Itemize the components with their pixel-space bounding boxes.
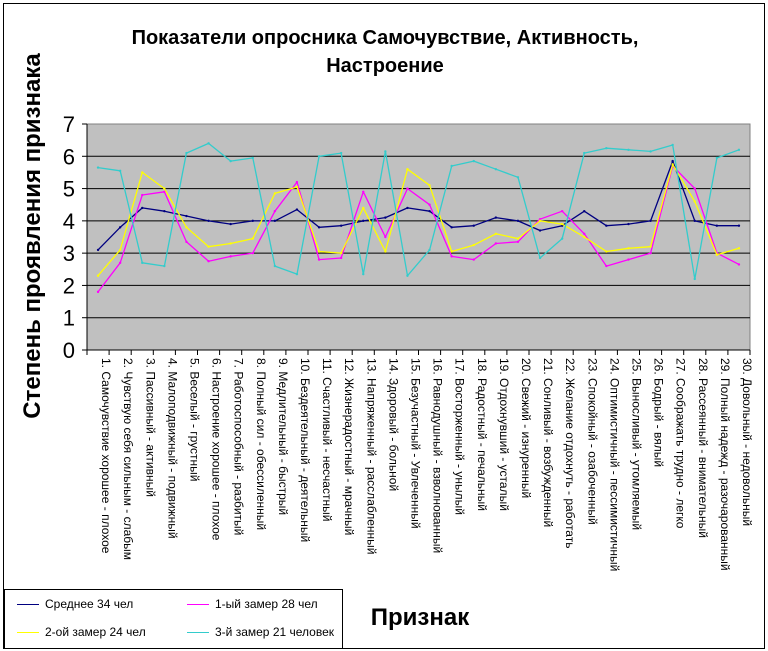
data-point: [473, 160, 475, 162]
data-point: [406, 207, 408, 209]
data-point: [229, 223, 231, 225]
data-point: [517, 220, 519, 222]
x-tick-label: 23. Спокойный - озабоченный: [585, 358, 600, 525]
data-point: [318, 226, 320, 228]
x-tick-label: 14. Здоровый - больной: [386, 358, 401, 492]
data-point: [141, 262, 143, 264]
data-point: [605, 265, 607, 267]
data-point: [229, 242, 231, 244]
data-point: [450, 226, 452, 228]
data-point: [495, 216, 497, 218]
x-tick-label: 29. Полный надежд - разочарованный: [717, 358, 732, 571]
legend-item: [187, 625, 334, 639]
data-point: [694, 220, 696, 222]
data-point: [694, 200, 696, 202]
data-point: [362, 220, 364, 222]
legend-item: [17, 597, 133, 611]
x-tick-label: 15. Безучастный - Увлеченный: [408, 358, 423, 529]
data-point: [495, 168, 497, 170]
data-point: [362, 207, 364, 209]
y-axis-label: Степень проявления признака: [19, 53, 46, 419]
data-point: [738, 149, 740, 151]
x-tick-label: 10. Бездеятельный - деятельный: [297, 358, 312, 543]
data-point: [97, 166, 99, 168]
data-point: [583, 236, 585, 238]
data-point: [738, 247, 740, 249]
data-point: [296, 181, 298, 183]
data-point: [694, 278, 696, 280]
x-tick-label: 17. Восторженный - унылый: [452, 358, 467, 515]
data-point: [384, 216, 386, 218]
data-point: [97, 291, 99, 293]
data-point: [362, 273, 364, 275]
data-point: [252, 237, 254, 239]
data-point: [207, 245, 209, 247]
legend-item: [17, 625, 146, 639]
data-point: [296, 208, 298, 210]
data-point: [627, 258, 629, 260]
data-point: [539, 257, 541, 259]
x-tick-label: 22. Желание отдохнуть - работать: [563, 358, 578, 549]
data-point: [738, 263, 740, 265]
data-point: [340, 225, 342, 227]
legend-swatch: [17, 604, 39, 605]
data-point: [583, 152, 585, 154]
data-point: [517, 176, 519, 178]
x-tick-label: 21. Сонливый - возбужденный: [541, 358, 556, 528]
data-point: [583, 233, 585, 235]
data-point: [450, 255, 452, 257]
data-point: [185, 241, 187, 243]
x-tick-label: 27. Соображать трудно - легко: [673, 358, 688, 529]
data-point: [428, 249, 430, 251]
chart-title: Показатели опросника Самочувствие, Активность, Настроение: [131, 27, 639, 77]
x-tick-label: 6. Настроение хорошее - плохое: [209, 358, 224, 541]
x-tick-label: 26. Бодрый - вялый: [651, 358, 666, 468]
data-point: [539, 229, 541, 231]
data-point: [163, 187, 165, 189]
data-point: [517, 237, 519, 239]
y-tick-label: 3: [62, 241, 75, 267]
y-tick-label: 4: [62, 208, 75, 234]
x-tick-label: 1. Самочувствие хорошее - плохое: [99, 358, 114, 554]
legend-label: Среднее 34 чел: [45, 597, 134, 611]
data-point: [384, 150, 386, 152]
data-point: [296, 186, 298, 188]
data-point: [296, 273, 298, 275]
y-tick-label: 7: [62, 112, 75, 137]
data-point: [450, 165, 452, 167]
data-point: [119, 226, 121, 228]
data-point: [473, 244, 475, 246]
x-tick-label: 4. Малоподвижный - подвижный: [165, 358, 180, 539]
data-point: [671, 160, 673, 162]
x-tick-label: 3. Пассивный - активный: [143, 358, 158, 497]
data-point: [340, 152, 342, 154]
data-point: [605, 225, 607, 227]
data-point: [207, 220, 209, 222]
x-tick-label: 19. Отдохнувший - усталый: [496, 358, 511, 511]
y-tick-label: 6: [62, 144, 75, 170]
data-point: [185, 226, 187, 228]
data-point: [450, 250, 452, 252]
data-point: [406, 168, 408, 170]
data-point: [627, 149, 629, 151]
data-point: [318, 250, 320, 252]
data-point: [495, 242, 497, 244]
x-tick-label: 24. Оптимистичный - пессимистичный: [607, 358, 622, 572]
data-point: [252, 157, 254, 159]
data-point: [274, 220, 276, 222]
data-point: [274, 192, 276, 194]
x-tick-label: 13. Напряженный - расслабленный: [364, 358, 379, 555]
y-tick-label: 1: [62, 305, 75, 331]
x-tick-label: 18. Радостный - печальный: [474, 358, 489, 511]
data-point: [428, 184, 430, 186]
legend-swatch: [17, 632, 39, 633]
data-point: [428, 204, 430, 206]
data-point: [605, 250, 607, 252]
legend-label: 1-ый замер 28 чел: [215, 597, 318, 611]
data-point: [163, 210, 165, 212]
x-tick-label: 8. Полный сил - обессиленный: [253, 358, 268, 531]
data-point: [185, 215, 187, 217]
legend-label: 3-й замер 21 человек: [215, 625, 334, 639]
data-point: [340, 257, 342, 259]
legend-swatch: [187, 632, 209, 633]
data-point: [119, 170, 121, 172]
data-point: [406, 275, 408, 277]
data-point: [274, 265, 276, 267]
data-point: [119, 249, 121, 251]
data-point: [473, 258, 475, 260]
data-point: [406, 187, 408, 189]
data-point: [561, 210, 563, 212]
data-point: [229, 160, 231, 162]
data-point: [318, 155, 320, 157]
data-point: [627, 223, 629, 225]
data-point: [318, 258, 320, 260]
data-point: [517, 241, 519, 243]
data-point: [384, 236, 386, 238]
data-point: [561, 223, 563, 225]
data-point: [97, 275, 99, 277]
legend-swatch: [187, 604, 209, 605]
data-point: [229, 255, 231, 257]
data-point: [738, 225, 740, 227]
legend: [4, 589, 343, 649]
data-point: [207, 260, 209, 262]
data-point: [340, 252, 342, 254]
data-point: [473, 225, 475, 227]
legend-label: 2-ой замер 24 чел: [45, 625, 146, 639]
data-point: [97, 249, 99, 251]
x-tick-label: 20. Свежий - изнуренный: [518, 358, 533, 499]
x-tick-label: 16. Равнодушный - взволнованный: [430, 358, 445, 554]
data-point: [605, 147, 607, 149]
data-point: [716, 254, 718, 256]
data-point: [384, 250, 386, 252]
data-point: [649, 252, 651, 254]
data-point: [627, 247, 629, 249]
y-tick-label: 0: [62, 338, 75, 363]
data-point: [671, 144, 673, 146]
x-tick-label: 9. Медлительный - быстрый: [275, 358, 290, 516]
data-point: [119, 262, 121, 264]
data-point: [163, 265, 165, 267]
x-tick-label: 2. Чувствую себя сильным - слабым: [121, 358, 136, 561]
data-point: [141, 207, 143, 209]
plot-area: [87, 124, 750, 350]
data-point: [252, 220, 254, 222]
data-point: [495, 233, 497, 235]
data-point: [141, 194, 143, 196]
data-point: [539, 220, 541, 222]
data-point: [185, 152, 187, 154]
x-tick-label: 11. Счастливый - несчастный: [320, 358, 335, 522]
data-point: [716, 225, 718, 227]
data-point: [716, 157, 718, 159]
data-point: [141, 171, 143, 173]
data-point: [583, 210, 585, 212]
data-point: [362, 191, 364, 193]
x-tick-label: 5. Веселый - грустный: [187, 358, 202, 482]
y-tick-label: 2: [62, 273, 75, 299]
data-point: [649, 245, 651, 247]
data-point: [207, 142, 209, 144]
x-tick-label: 28. Рассеянный - внимательный: [695, 358, 710, 538]
x-tick-label: 30. Довольный - недовольный: [739, 358, 754, 527]
x-axis-label: Признак: [370, 604, 470, 631]
data-point: [694, 187, 696, 189]
x-tick-label: 12. Жизнерадостный - мрачный: [342, 358, 357, 536]
data-point: [671, 163, 673, 165]
data-point: [274, 210, 276, 212]
data-point: [428, 210, 430, 212]
data-point: [649, 220, 651, 222]
data-point: [561, 237, 563, 239]
data-point: [252, 252, 254, 254]
legend-item: [187, 597, 318, 611]
y-tick-label: 5: [62, 176, 75, 202]
x-tick-label: 7. Работоспособный - разбитый: [231, 358, 246, 536]
x-tick-label: 25. Выносливый - утомляемый: [629, 358, 644, 531]
data-point: [649, 150, 651, 152]
